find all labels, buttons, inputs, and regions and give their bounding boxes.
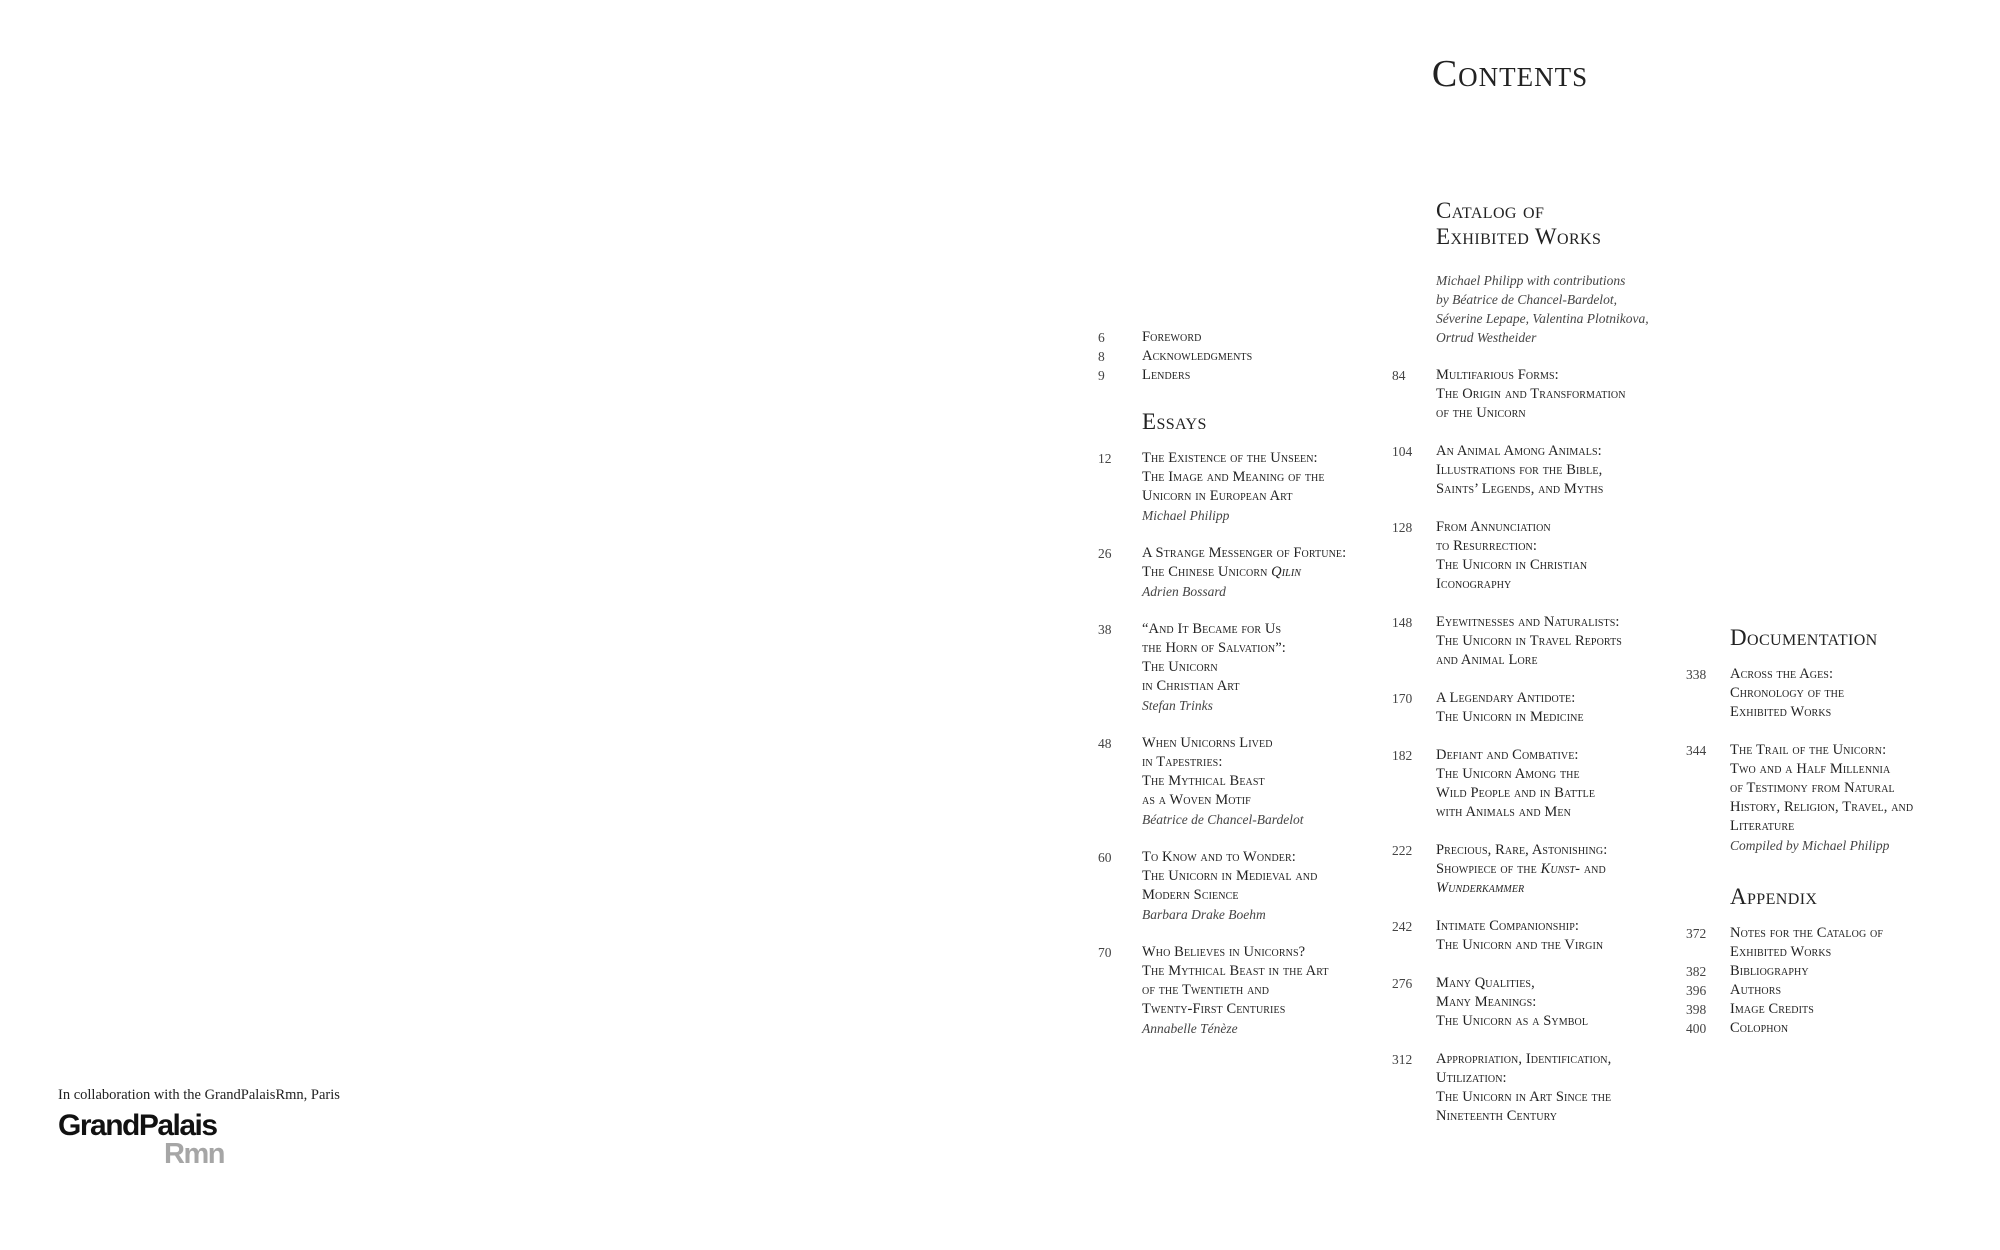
toc-entry[interactable]: [1686, 665, 1986, 722]
entry-title: Appropriation, Identification, Utilization: The Unicorn in Art Since the Nineteenth Century: [1436, 1051, 1612, 1124]
toc-column-essays: [1098, 328, 1388, 1057]
entry-author: Stefan Trinks: [1142, 698, 1213, 713]
toc-entry[interactable]: [1392, 841, 1682, 898]
page-number: 70: [1098, 945, 1112, 960]
toc-entry[interactable]: [1392, 746, 1682, 822]
page-number: 128: [1392, 520, 1413, 535]
toc-entry[interactable]: [1686, 962, 1986, 981]
page-number: 12: [1098, 451, 1112, 466]
toc-entry[interactable]: [1686, 924, 1986, 962]
page-number: 344: [1686, 743, 1707, 758]
page-number: 26: [1098, 546, 1112, 561]
toc-entry[interactable]: [1098, 734, 1388, 829]
page-number: 60: [1098, 850, 1112, 865]
essays-list: [1098, 449, 1388, 1038]
front-matter-list: [1098, 328, 1388, 385]
toc-entry[interactable]: [1392, 1050, 1682, 1126]
entry-author: Annabelle Ténèze: [1142, 1021, 1238, 1036]
page-number: 104: [1392, 444, 1413, 459]
catalog-list: [1392, 366, 1682, 1126]
entry-title: Notes for the Catalog of Exhibited Works: [1730, 925, 1883, 960]
entry-title: Intimate Companionship: The Unicorn and the Virgin: [1436, 918, 1604, 953]
entry-author: Compiled by Michael Philipp: [1730, 838, 1890, 853]
entry-title: Image Credits: [1730, 1001, 1814, 1017]
entry-title: Precious, Rare, Astonishing: Showpiece of the Kunst- and Wunderkammer: [1436, 842, 1608, 896]
logo-line1: GrandPalais: [58, 1109, 217, 1142]
toc-entry[interactable]: [1098, 620, 1388, 715]
entry-title: To Know and to Wonder: The Unicorn in Medieval and Modern Science: [1142, 849, 1318, 903]
entry-title: Lenders: [1142, 367, 1191, 383]
toc-entry[interactable]: [1392, 518, 1682, 594]
toc-entry[interactable]: [1686, 741, 1986, 855]
entry-title: Defiant and Combative: The Unicorn Among the Wild People and in Battle with Animals and Men: [1436, 747, 1596, 820]
entry-title: “And It Became for Us the Horn of Salvation”: The Unicorn in Christian Art: [1142, 621, 1286, 694]
entry-title: Foreword: [1142, 329, 1202, 345]
section-heading-essays: Essays: [1142, 409, 1207, 434]
toc-entry[interactable]: [1098, 366, 1388, 385]
entry-title: Many Qualities, Many Meanings: The Unicorn as a Symbol: [1436, 975, 1589, 1029]
toc-entry[interactable]: [1686, 1000, 1986, 1019]
collaboration-note: In collaboration with the GrandPalaisRmn, Paris: [58, 1087, 340, 1103]
entry-author: Barbara Drake Boehm: [1142, 907, 1266, 922]
toc-column-documentation: [1686, 625, 1986, 1038]
logo-line2: Rmn: [164, 1138, 224, 1170]
page-number: 312: [1392, 1052, 1413, 1067]
toc-entry[interactable]: [1098, 449, 1388, 525]
toc-entry[interactable]: [1392, 366, 1682, 423]
section-heading-appendix: Appendix: [1730, 884, 1818, 909]
entry-title: Authors: [1730, 982, 1782, 998]
toc-column-catalog: [1392, 198, 1682, 1145]
page-number: 398: [1686, 1002, 1707, 1017]
page-number: 8: [1098, 349, 1105, 364]
toc-entry[interactable]: [1098, 328, 1388, 347]
page-number: 182: [1392, 748, 1413, 763]
catalog-contributors-note: Michael Philipp with contributions by Béatrice de Chancel-Bardelot, Séverine Lepape, Valentina Plotnikova, Ortrud Westheider: [1436, 273, 1649, 345]
documentation-list: [1686, 665, 1986, 855]
page-number: 276: [1392, 976, 1413, 991]
page-number: 396: [1686, 983, 1707, 998]
toc-entry[interactable]: [1686, 981, 1986, 1000]
entry-author: Michael Philipp: [1142, 508, 1230, 523]
page-number: 372: [1686, 926, 1707, 941]
entry-title: Colophon: [1730, 1020, 1789, 1036]
toc-entry[interactable]: [1392, 689, 1682, 727]
page-number: 38: [1098, 622, 1112, 637]
page-number: 242: [1392, 919, 1413, 934]
page-number: 84: [1392, 368, 1406, 383]
page-number: 338: [1686, 667, 1707, 682]
page-number: 148: [1392, 615, 1413, 630]
toc-entry[interactable]: [1098, 848, 1388, 924]
entry-title: From Annunciation to Resurrection: The Unicorn in Christian Iconography: [1436, 519, 1588, 592]
page-number: 222: [1392, 843, 1413, 858]
entry-title: Who Believes in Unicorns? The Mythical Beast in the Art of the Twentieth and Twenty-First Centuries: [1142, 944, 1329, 1017]
entry-title: Bibliography: [1730, 963, 1809, 979]
entry-title: An Animal Among Animals: Illustrations for the Bible, Saints’ Legends, and Myths: [1436, 443, 1604, 497]
page-title: Contents: [1431, 53, 1589, 95]
toc-entry[interactable]: [1098, 347, 1388, 366]
page-number: 48: [1098, 736, 1112, 751]
page-number: 9: [1098, 368, 1105, 383]
toc-entry[interactable]: [1392, 917, 1682, 955]
section-heading-catalog: Catalog of Exhibited Works: [1436, 198, 1602, 249]
toc-entry[interactable]: [1392, 974, 1682, 1031]
entry-title: A Strange Messenger of Fortune: The Chinese Unicorn Qilin: [1142, 545, 1347, 580]
page-number: 170: [1392, 691, 1413, 706]
toc-entry[interactable]: [1686, 1019, 1986, 1038]
toc-entry[interactable]: [1392, 442, 1682, 499]
entry-title: The Trail of the Unicorn: Two and a Half Millennia of Testimony from Natural History, Religion, Travel, and Literature: [1730, 742, 1914, 834]
section-heading-documentation: Documentation: [1730, 625, 1878, 650]
entry-title: Eyewitnesses and Naturalists: The Unicorn in Travel Reports and Animal Lore: [1436, 614, 1622, 668]
appendix-list: [1686, 924, 1986, 1038]
entry-title: A Legendary Antidote: The Unicorn in Medicine: [1436, 690, 1584, 725]
toc-entry[interactable]: [1098, 544, 1388, 601]
toc-entry[interactable]: [1098, 943, 1388, 1038]
entry-title: When Unicorns Lived in Tapestries: The Mythical Beast as a Woven Motif: [1142, 735, 1273, 808]
entry-author: Béatrice de Chancel-Bardelot: [1142, 812, 1304, 827]
page-number: 6: [1098, 330, 1105, 345]
entry-title: Acknowledgments: [1142, 348, 1253, 364]
grandpalais-rmn-logo: [58, 1110, 238, 1170]
toc-entry[interactable]: [1392, 613, 1682, 670]
entry-title: Multifarious Forms: The Origin and Transformation of the Unicorn: [1436, 367, 1626, 421]
page-number: 400: [1686, 1021, 1707, 1036]
entry-title: The Existence of the Unseen: The Image and Meaning of the Unicorn in European Art: [1142, 450, 1325, 504]
page-number: 382: [1686, 964, 1707, 979]
entry-author: Adrien Bossard: [1142, 584, 1226, 599]
entry-title: Across the Ages: Chronology of the Exhibited Works: [1730, 666, 1845, 720]
